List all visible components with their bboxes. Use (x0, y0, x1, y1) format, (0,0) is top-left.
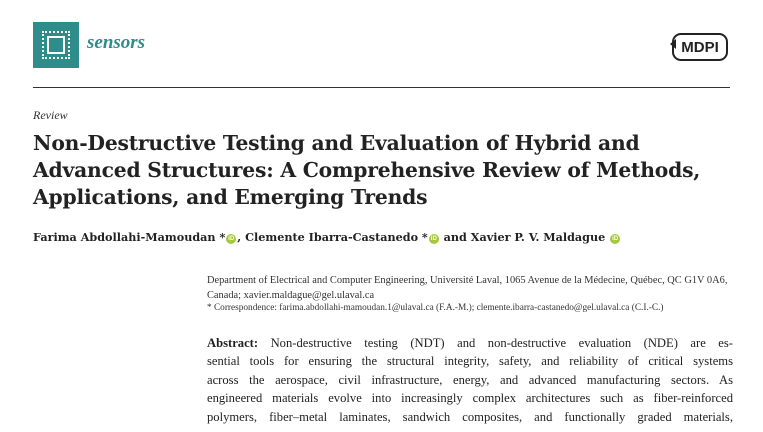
corresponding-mark: * (418, 230, 428, 244)
article-type: Review (33, 108, 68, 122)
author-separator: , (237, 230, 246, 244)
author-name: Farima Abdollahi-Mamoudan (33, 230, 216, 244)
abstract-line: engineered materials evolve into increasingly complex architectures such as fiber-reinforced (207, 391, 733, 406)
corresponding-mark: * (215, 230, 226, 244)
abstract-line: across the aerospace, civil infrastructure, energy, and advanced manufacturing sectors. As (207, 372, 733, 387)
abstract-line: polymers, fiber–metal laminates, sandwich composites, and functionally graded materials, (207, 409, 733, 424)
publisher-logo: MDPI (672, 33, 728, 61)
orcid-icon[interactable]: iD (228, 236, 235, 242)
correspondence: * Correspondence: farima.abdollahi-mamoudan.1@ulaval.ca (F.A.-M.); clemente.ibarra-castanedo@gel.ulaval.ca (C.I.-C.) (207, 303, 664, 313)
abstract-line (207, 334, 733, 352)
abstract-label: Abstract: (207, 336, 259, 350)
author-list (33, 230, 621, 244)
author-name: Clemente Ibarra-Castanedo (245, 230, 419, 244)
orcid-icon[interactable]: iD (612, 236, 619, 242)
journal-logo (33, 22, 79, 68)
orcid-icon[interactable]: iD (430, 236, 437, 242)
abstract-text: Non-destructive testing (NDT) and non-destructive evaluation (NDE) are es- (270, 336, 733, 350)
chip-icon (47, 36, 65, 54)
header-divider (33, 87, 730, 88)
abstract (207, 334, 733, 426)
author-name: Xavier P. V. Maldague (470, 230, 606, 244)
article-title: Non-Destructive Testing and Evaluation of Hybrid and Advanced Structures: A Comprehensive Review of Methods, Applications, and Emerging Trends (33, 131, 701, 209)
abstract-line: sential tools for ensuring the structural integrity, safety, and reliability of critical systems (207, 354, 733, 369)
journal-name: sensors (87, 32, 146, 53)
author-separator: and (439, 230, 471, 244)
affiliation: Department of Electrical and Computer Engineering, Université Laval, 1065 Avenue de la Médecine, Québec, QC G1V 0A6, Canada; xavier.maldague@gel.ulaval.ca (207, 275, 728, 301)
